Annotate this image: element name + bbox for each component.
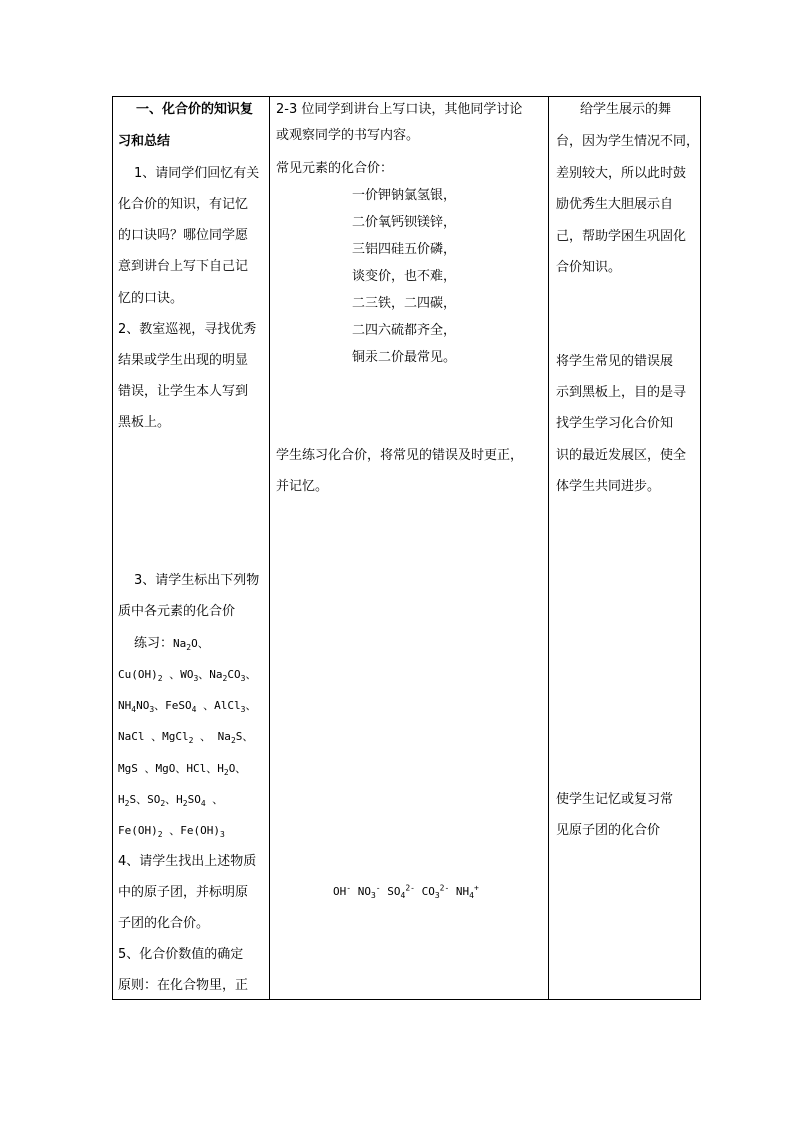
text-line: 己，帮助学困生巩固化 [556, 229, 687, 244]
text-line: 化合价的知识，有记忆 [118, 197, 249, 212]
text-line: 见原子团的化合价 [556, 823, 661, 838]
text-line: 找学生学习化合价知 [556, 416, 674, 431]
text-line: 忆的口诀。 [118, 291, 184, 306]
formula-line: $NH_4NO_3$、FeSO$_4$ 、AlCl$_3$、 [118, 699, 257, 715]
text-line: 3、请学生标出下列物 [134, 573, 260, 588]
ion-formula-line: OH- $NO_3^-$ $SO_4^{2-}$ $CO_3^{2-}$ $NH_4^+$ [333, 883, 479, 901]
exercise-label: 练习： [134, 636, 174, 651]
text-line: 示到黑板上，目的是寻 [556, 385, 687, 400]
text-line: 使学生记忆或复习常 [556, 792, 674, 807]
text-line: 的口诀吗？哪位同学愿 [118, 228, 249, 243]
mnemonic-line: 三铝四硅五价磷， [352, 242, 457, 257]
text-line: 学生练习化合价，将常见的错误及时更正， [276, 448, 524, 463]
text-line: 并记忆。 [276, 479, 329, 494]
text-line: 励优秀生大胆展示自 [556, 197, 674, 212]
text-line: 识的最近发展区，使全 [556, 448, 687, 463]
text-line: 常见元素的化合价： [276, 161, 394, 176]
text-line: 4、请学生找出上述物质 [118, 854, 257, 869]
text-line: 意到讲台上写下自己记 [118, 259, 249, 274]
text-line: 或观察同学的书写内容。 [276, 128, 420, 143]
text-line: 台，因为学生情况不同， [556, 134, 700, 149]
formula-line: MgS 、MgO、HCl、$H_2O$、 [118, 762, 247, 778]
text-line: 体学生共同进步。 [556, 479, 661, 494]
text-line: 2-3 位同学到讲台上写口诀，其他同学讨论 [276, 102, 523, 117]
text-line: 将学生常见的错误展 [556, 354, 674, 369]
text-line: 黑板上。 [118, 415, 171, 430]
text-line: 中的原子团，并标明原 [118, 885, 249, 900]
formula-line: $Fe(OH)_2$ 、$Fe(OH)_3$ [118, 824, 225, 840]
mnemonic-line: 一价钾钠氯氢银， [352, 188, 457, 203]
exercise-line: 练习：$Na_2O$、 [134, 636, 209, 653]
mnemonic-line: 二价氧钙钡镁锌， [352, 215, 457, 230]
text-line: 子团的化合价。 [118, 916, 210, 931]
mnemonic-line: 二四六硫都齐全， [352, 323, 457, 338]
text-line: 5、化合价数值的确定 [118, 947, 244, 962]
section-title: 习和总结 [118, 134, 171, 149]
text-line: 差别较大，所以此时鼓 [556, 166, 687, 181]
text-line: 质中各元素的化合价 [118, 604, 236, 619]
formula-line: NaCl 、MgCl$_2$ 、 $Na_2S$、 [118, 730, 254, 746]
text-line: 给学生展示的舞 [580, 102, 672, 117]
text-line: 结果或学生出现的明显 [118, 353, 249, 368]
column-divider [269, 97, 270, 999]
section-title: 一、化合价的知识复 [136, 102, 254, 117]
text-line: 合价知识。 [556, 260, 622, 275]
text-line: 1、请同学们回忆有关 [134, 166, 260, 181]
mnemonic-line: 谈变价，也不难， [352, 269, 457, 284]
column-divider [548, 97, 549, 999]
text-line: 2、教室巡视，寻找优秀 [118, 322, 257, 337]
mnemonic-line: 铜汞二价最常见。 [352, 350, 457, 365]
text-line: 原则：在化合物里，正 [118, 978, 249, 993]
mnemonic-line: 二三铁，二四碳， [352, 296, 457, 311]
text-line: 错误，让学生本人写到 [118, 384, 249, 399]
formula-line: $Cu(OH)_2$ 、$WO_3$、$Na_2CO_3$、 [118, 668, 257, 684]
formula-line: $H_2S$、$SO_2$、$H_2SO_4$ 、 [118, 793, 224, 809]
